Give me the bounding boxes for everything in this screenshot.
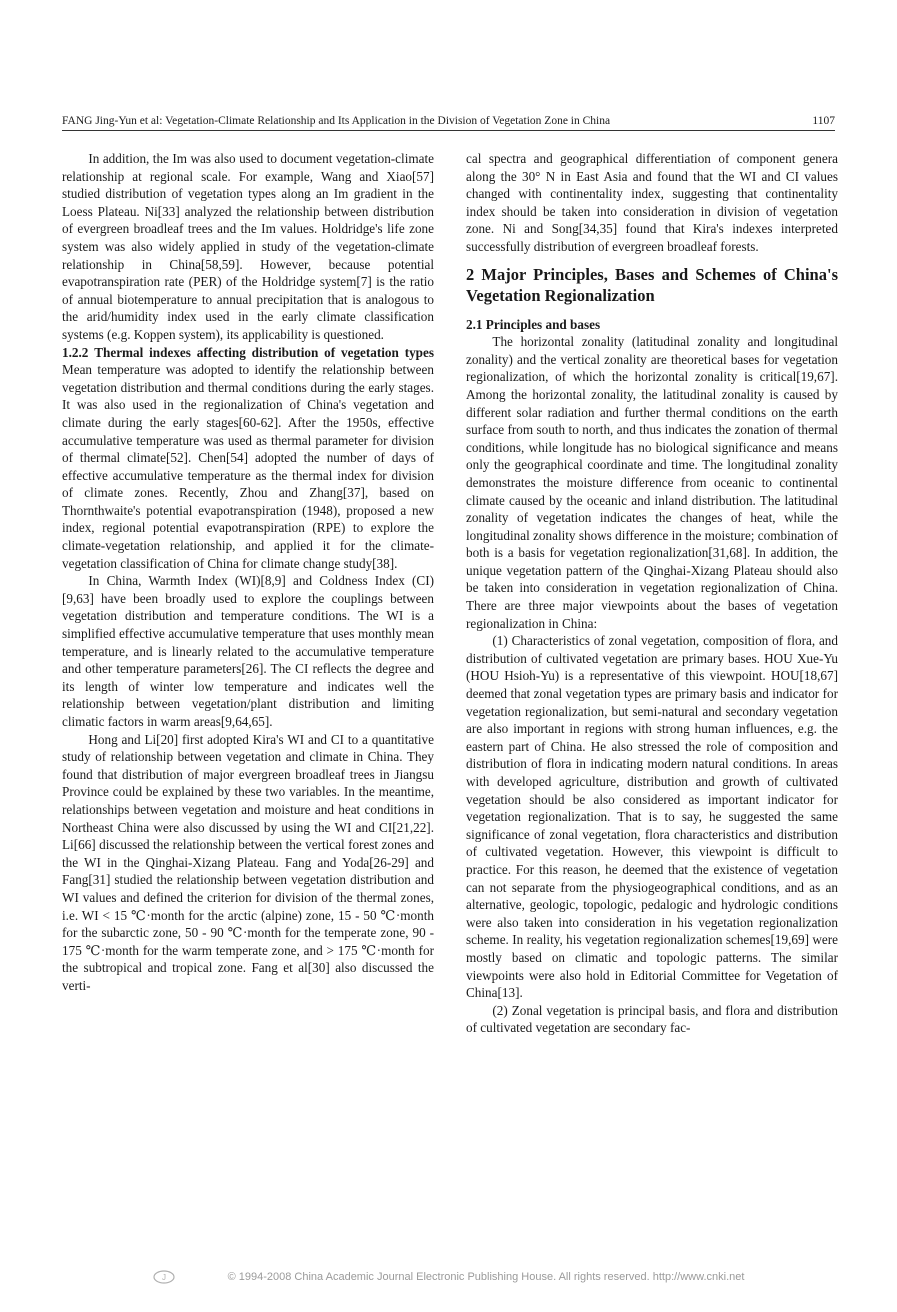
left-column: [62, 150, 434, 995]
paragraph: The horizontal zonality (latitudinal zonality and longitudinal zonality) and the vertical zonality are theoretical bases for vegetation regionalization, of which the horizontal zonality is critical[19,67]. Among the horizontal zonality, the latitudinal zonality is caused by different solar radiation and further thermal conditions on the earth surface from south to north, and thus indicates the zonation of thermal conditions, while longitude has no biological significance and means only the geographical coordinate and time. The longitudinal zonality demonstrates the moisture difference from oceanic to continental climate caused by the oceanic and inland distribution. The latitudinal zonality of vegetation indicates the changes of heat, while the longitudinal zonality shows difference in the moisture; combination of both is a basis for vegetation regionalization[31,68]. In addition, the unique vegetation pattern of the Qinghai-Xizang Plateau should also be taken into consideration in vegetation regionalization of China. There are three major viewpoints about the bases of vegetation regionalization in China:: [466, 334, 838, 631]
subsection-heading-2-1: 2.1 Principles and bases: [466, 316, 601, 332]
paragraph: (2) Zonal vegetation is principal basis, and flora and distribution of cultivated vegetation are secondary fac-: [466, 1002, 838, 1036]
page-number: 1107: [812, 115, 835, 127]
paragraph: In addition, the Im was also used to document vegetation-climate relationship at regional scale. For example, Wang and Xiao[57] studied distribution of vegetation types along an Im gradient in the Loess Plateau. Ni[33] analyzed the relationship between distribution of evergreen broadleaf trees and the Im values. Holdridge's life zone system was also widely applied in study of the vegetation-climate relationship in China[58,59]. However, because potential evapotranspiration rate (PER) of the Holdridge system[7] is the ratio of annual biotemperature to annual precipitation that is analogous to the arid/humidity index used in the early climate classification systems (e.g. Koppen system), its applicability is questioned.: [62, 151, 434, 342]
paragraph: In China, Warmth Index (WI)[8,9] and Coldness Index (CI)[9,63] have been broadly used to explore the couplings between vegetation distribution and temperature conditions. The WI is a simplified effective accumulative temperature that uses monthly mean temperature, and is linearly related to the accumulative temperature and other temperature parameters[26]. The CI reflects the degree and its length of winter low temperature and indicates well the relationship between vegetation/plant distribution and limiting climatic factors in warm areas[9,64,65].: [62, 573, 434, 729]
running-header: [62, 107, 835, 131]
copyright-footer: [40, 1270, 857, 1284]
paragraph: cal spectra and geographical differentiation of component genera along the 30° N in East Asia and found that the WI and CI values changed with continentality index, suggesting that continentality index should be taken into consideration in division of vegetation zone. Ni and Song[34,35] found that Kira's indexes interpreted successfully distribution of evergreen broadleaf forests.: [466, 151, 838, 254]
subsection-title: Thermal indexes affecting distribution of vegetation types: [94, 344, 434, 360]
paragraph: (1) Characteristics of zonal vegetation, composition of flora, and distribution of cultivated vegetation are primary bases. HOU Xue-Yu (HOU Hsioh-Yu) is a representative of this viewpoint. HOU[18,67] deemed that zonal vegetation types are primary basis and indicator for vegetation regionalization, but semi-natural and secondary vegetation are also important in regions with strong human influences, e.g. the eastern part of China. He also stressed the role of composition and distribution of flora in indicating modern natural conditions. In areas with developed agriculture, distribution and growth of cultivated vegetation should be also considered as important indicator for vegetation regionalization. That is to say, he suggested the same significance of zonal vegetation, flora characteristics and distribution of cultivated vegetation. However, this viewpoint is difficult to practice. For this reason, he deemed that the existence of vegetation can not separate from the physiogeographical conditions, and as an alternative, geologic, topologic, pedalogic and hydrologic conditions were also taken into consideration in his vegetation regionalization scheme. In reality, his vegetation regionalization schemes[19,69] were mostly based on climatic and topologic patterns. The similar viewpoints were also hold in Editorial Committee for Vegetation of China[13].: [466, 633, 838, 1001]
svg-text:J: J: [161, 1273, 166, 1282]
paragraph: Hong and Li[20] first adopted Kira's WI and CI to a quantitative study of relationship between vegetation and climate in China. They found that distribution of major evergreen broadleaf trees in Jiangsu Province could be explained by these two variables. In the meantime, relationships between vegetation and moisture and heat conditions in Northeast China were also discussed by using the WI and CI[21,22]. Li[66] discussed the relationship between the vertical forest zones and the WI in the Qinghai-Xizang Plateau. Fang and Yoda[26-29] and Fang[31] studied the relationship between vegetation distribution and WI values and defined the criterion for division of the thermal zones, i.e. WI < 15 ℃·month for the arctic (alpine) zone, 15 - 50 ℃·month for the subarctic zone, 50 - 90 ℃·month for the temperate zone, 90 - 175 ℃·month for the warm temperate zone, and > 175 ℃·month for the subtropical and tropical zone. Fang et al[30] also discussed the verti-: [62, 731, 434, 993]
subsection-number: 1.2.2: [62, 344, 89, 360]
section-heading-2: 2 Major Principles, Bases and Schemes of China's Vegetation Regionalization: [466, 264, 838, 305]
cnki-logo-icon: [153, 1270, 175, 1284]
subsection-1-2-2: [62, 344, 434, 573]
paragraph-text: Mean temperature was adopted to identify the relationship between vegetation distribution and thermal conditions during the early stages. It was also used in the regionalization of China's vegetation and climate during the early stages[60-62]. After the 1950s, effective accumulative temperature was used as thermal parameter for division of thermal climate[52]. Chen[54] adopted the number of days of effective accumulative temperature as the thermal index for division of climate zones. Recently, Zhou and Zhang[37], based on Thornthwaite's potential evapotranspiration (1948), proposed a new index, regional potential evapotranspiration (RPE) to explore the climate-vegetation relationship, and applied it for the climate-vegetation classification of China for climate change study[38].: [62, 362, 434, 571]
right-column: [466, 150, 838, 1037]
running-title: FANG Jing-Yun et al: Vegetation-Climate Relationship and Its Application in the Division of Vegetation Zone in China: [62, 115, 611, 127]
copyright-text: © 1994-2008 China Academic Journal Electronic Publishing House. All rights reserved. http://www.cnki.net: [227, 1270, 745, 1283]
